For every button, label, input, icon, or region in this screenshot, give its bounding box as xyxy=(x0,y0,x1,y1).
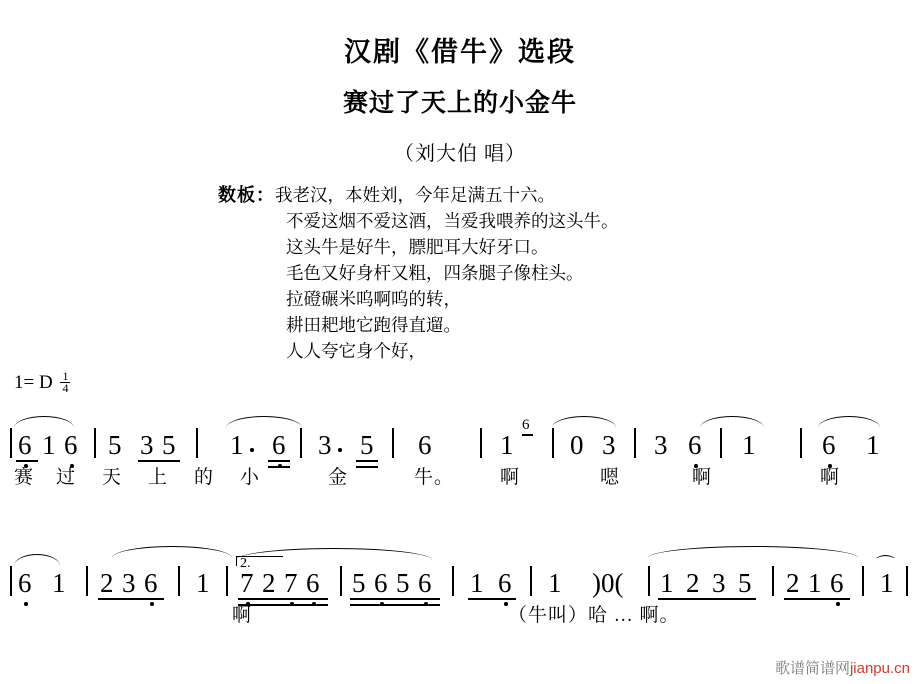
beam-line xyxy=(268,460,290,462)
lyric-syllable: 啊 xyxy=(232,605,253,626)
barline xyxy=(196,428,198,458)
note: 1 xyxy=(866,430,880,460)
page-title: 汉剧《借牛》选段 xyxy=(344,37,576,67)
barline xyxy=(720,428,722,458)
note: 2 xyxy=(100,568,114,598)
note: 2 xyxy=(786,568,800,598)
beam-line xyxy=(238,598,328,600)
note: 6 xyxy=(418,568,432,598)
note: 5 xyxy=(360,430,374,460)
key-signature xyxy=(14,369,70,396)
barline xyxy=(86,566,88,596)
lyric-syllable: 牛。 xyxy=(414,467,455,488)
lyric-syllable: 啊 xyxy=(692,467,713,488)
system-2-notes xyxy=(0,555,920,604)
dotted-rhythm-dot xyxy=(250,448,254,452)
beam-line xyxy=(138,460,180,462)
barline xyxy=(906,566,908,596)
note: 7 xyxy=(240,568,254,598)
slur xyxy=(818,416,880,428)
note: 1 xyxy=(742,430,756,460)
system-1-lyrics xyxy=(0,466,920,496)
note: 5 xyxy=(352,568,366,598)
grace-note-value: 6 xyxy=(522,417,530,433)
spoken-line-text-0: 我老汉，本姓刘，今年足满五十六。 xyxy=(275,185,555,205)
barline xyxy=(10,566,12,596)
spoken-line-5: 耕田耙地它跑得直遛。 xyxy=(286,315,461,335)
lyric-syllable: 啊 xyxy=(500,467,521,488)
spoken-line-0 xyxy=(218,182,920,208)
dotted-rhythm-dot xyxy=(338,448,342,452)
barline xyxy=(94,428,96,458)
watermark xyxy=(775,657,910,678)
note: 6 xyxy=(144,568,158,598)
sheet-music-page xyxy=(0,30,920,684)
time-sig-numerator: 1 xyxy=(62,369,69,384)
note: 3 xyxy=(140,430,154,460)
watermark-url: jianpu.cn xyxy=(849,660,910,677)
spoken-lyrics-block xyxy=(0,182,920,364)
slur xyxy=(14,554,60,566)
lyric-syllable: 金 xyxy=(328,467,349,488)
lyric-syllable: （牛叫）哈 … 啊。 xyxy=(508,605,680,626)
spoken-line-6: 人人夸它身个好， xyxy=(286,341,426,361)
slur xyxy=(648,546,858,558)
score-system-1 xyxy=(0,417,920,496)
barline xyxy=(452,566,454,596)
barline xyxy=(552,428,554,458)
beam-line xyxy=(784,598,850,600)
parenthetical-rest: )0( xyxy=(592,568,624,598)
lyric-syllable: 啊 xyxy=(820,467,841,488)
slur xyxy=(112,546,232,558)
slur xyxy=(552,416,616,428)
lyric-syllable: 天 xyxy=(102,467,123,488)
note: 3 xyxy=(654,430,668,460)
note: 1 xyxy=(196,568,210,598)
spoken-line-4: 拉磴碾米呜啊呜的转， xyxy=(286,289,461,309)
note: 6 xyxy=(822,430,836,460)
note: 5 xyxy=(738,568,752,598)
note: 1 xyxy=(808,568,822,598)
beam-line xyxy=(658,598,756,600)
barline xyxy=(340,566,342,596)
note: 6 xyxy=(18,430,32,460)
note: 5 xyxy=(162,430,176,460)
barline xyxy=(480,428,482,458)
note: 1 xyxy=(42,430,56,460)
time-signature xyxy=(60,371,70,394)
note: 3 xyxy=(602,430,616,460)
note: 5 xyxy=(396,568,410,598)
grace-note-octave-bar xyxy=(522,434,533,436)
spoken-line-1: 不爱这烟不爱这酒，当爱我喂养的这头牛。 xyxy=(286,211,619,231)
slur xyxy=(226,416,302,428)
slur xyxy=(14,416,74,428)
lyric-syllable: 过 xyxy=(56,467,77,488)
watermark-site-name: 歌谱简谱网 xyxy=(774,660,850,677)
note: 1 xyxy=(52,568,66,598)
note: 6 xyxy=(374,568,388,598)
system-2-lyrics xyxy=(0,604,920,634)
slur xyxy=(700,416,764,428)
beam-line xyxy=(356,460,378,462)
note: 7 xyxy=(284,568,298,598)
note: 2 xyxy=(262,568,276,598)
lyric-syllable: 的 xyxy=(194,467,215,488)
note: 6 xyxy=(688,430,702,460)
lyric-syllable: 赛 xyxy=(14,467,35,488)
note: 6 xyxy=(498,568,512,598)
barline xyxy=(226,566,228,596)
barline xyxy=(800,428,802,458)
singer-credit: （刘大伯 唱） xyxy=(394,143,526,165)
barline xyxy=(772,566,774,596)
beam-line xyxy=(468,598,516,600)
beam-line xyxy=(98,598,164,600)
beam-line xyxy=(350,598,440,600)
note: 3 xyxy=(712,568,726,598)
note: 3 xyxy=(122,568,136,598)
spoken-line-2: 这头牛是好牛，膘肥耳大好牙口。 xyxy=(286,237,549,257)
lyric-syllable: 小 xyxy=(240,467,261,488)
barline xyxy=(862,566,864,596)
spoken-label: 数板： xyxy=(218,185,275,205)
key-label: 1= D xyxy=(14,372,53,393)
grace-note-high xyxy=(522,418,533,436)
barline xyxy=(10,428,12,458)
lyric-syllable: 上 xyxy=(148,467,169,488)
note: 2 xyxy=(686,568,700,598)
note: 1 xyxy=(470,568,484,598)
note: 6 xyxy=(18,568,32,598)
note: 1 xyxy=(230,430,244,460)
time-sig-denominator: 4 xyxy=(62,381,69,396)
lyric-syllable: 嗯 xyxy=(600,467,621,488)
barline xyxy=(392,428,394,458)
note: 0 xyxy=(570,430,584,460)
note: 1 xyxy=(880,568,894,598)
barline xyxy=(178,566,180,596)
score-system-2 xyxy=(0,555,920,634)
note: 3 xyxy=(318,430,332,460)
barline xyxy=(300,428,302,458)
second-ending-label: 2. xyxy=(240,556,251,571)
barline xyxy=(634,428,636,458)
barline xyxy=(648,566,650,596)
spoken-line-3: 毛色又好身杆又粗，四条腿子像柱头。 xyxy=(286,263,584,283)
note: 5 xyxy=(108,430,122,460)
note: 6 xyxy=(830,568,844,598)
note: 6 xyxy=(272,430,286,460)
note: 1 xyxy=(548,568,562,598)
note: 1 xyxy=(500,430,514,460)
note: 6 xyxy=(64,430,78,460)
system-1-notes xyxy=(0,417,920,466)
note: 6 xyxy=(418,430,432,460)
fermata-icon: ⌒ xyxy=(876,555,896,576)
note: 6 xyxy=(306,568,320,598)
song-subtitle: 赛过了天上的小金牛 xyxy=(342,90,577,117)
beam-line xyxy=(16,460,38,462)
note: 1 xyxy=(660,568,674,598)
barline xyxy=(530,566,532,596)
